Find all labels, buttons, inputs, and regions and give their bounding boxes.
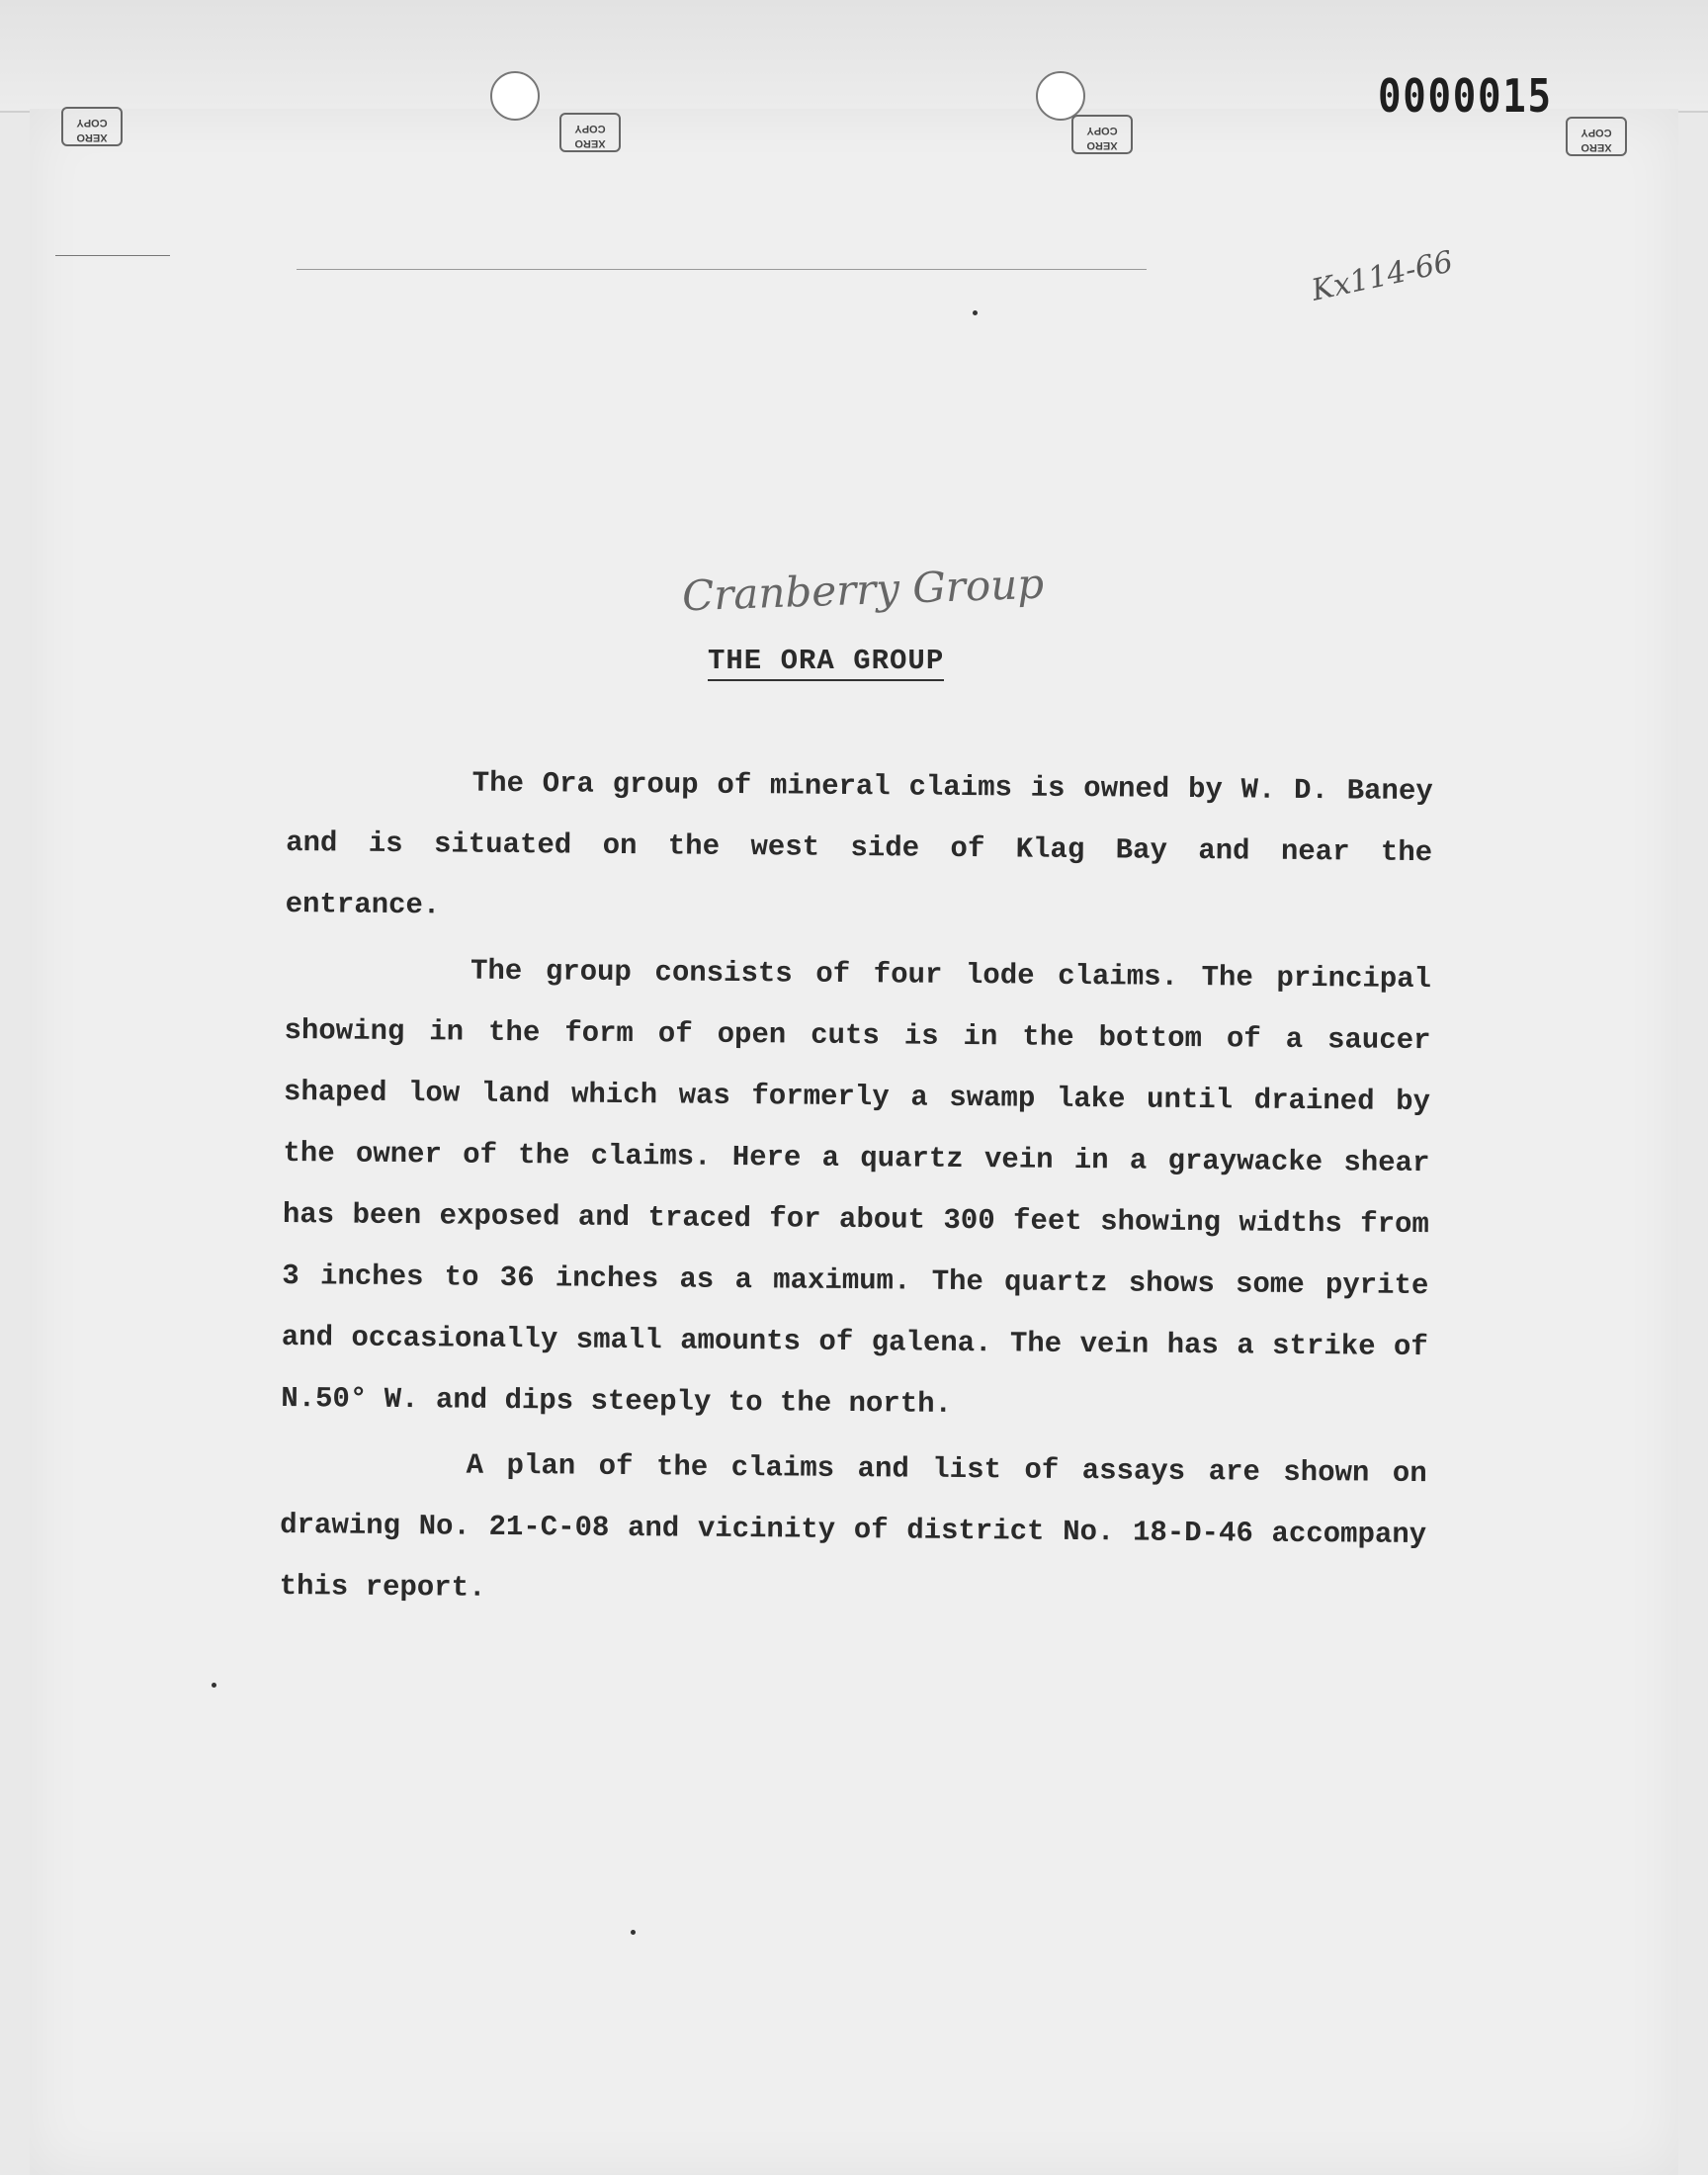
xero-copy-stamp: XERO COPY xyxy=(1566,117,1627,156)
handwritten-reference-note: Kx114-66 xyxy=(1308,244,1456,308)
paragraph-description: The group consists of four lode claims. The principal showing in the form of open cuts is in the bottom of a saucer shaped low land which was formerly a swamp lake until drained by the owner of the claims. Here a quartz vein in a graywacke shear has been exposed and traced for about 300 feet showing widths from 3 inches to 36 inches as a maximum. The quartz shows some pyrite and occasionally small amounts of galena. The vein has a strike of N.50° W. and dips steeply to the north. xyxy=(281,954,1432,1421)
punch-hole xyxy=(490,71,540,121)
xero-copy-stamp: XERO COPY xyxy=(559,113,621,152)
paragraph-ownership: The Ora group of mineral claims is owned by W. D. Baney and is situated on the west side of Klag Bay and near the entrance. xyxy=(285,766,1433,922)
document-number: 0000015 xyxy=(1378,69,1553,123)
speck xyxy=(973,310,978,315)
xero-copy-stamp: XERO COPY xyxy=(1071,115,1133,154)
speck xyxy=(631,1930,636,1935)
handwritten-title: Cranberry Group xyxy=(681,559,1045,621)
paragraph-attachments: A plan of the claims and list of assays are shown on drawing No. 21-C-08 and vicinity of district No. 18-D-46 accompany this report. xyxy=(279,1448,1427,1605)
speck xyxy=(212,1683,216,1688)
xero-copy-stamp: XERO COPY xyxy=(61,107,123,146)
document-heading: THE ORA GROUP xyxy=(708,645,944,681)
divider-line xyxy=(297,269,1147,270)
report-body xyxy=(279,751,1433,1631)
divider-line xyxy=(55,255,170,256)
punch-hole xyxy=(1036,71,1085,121)
